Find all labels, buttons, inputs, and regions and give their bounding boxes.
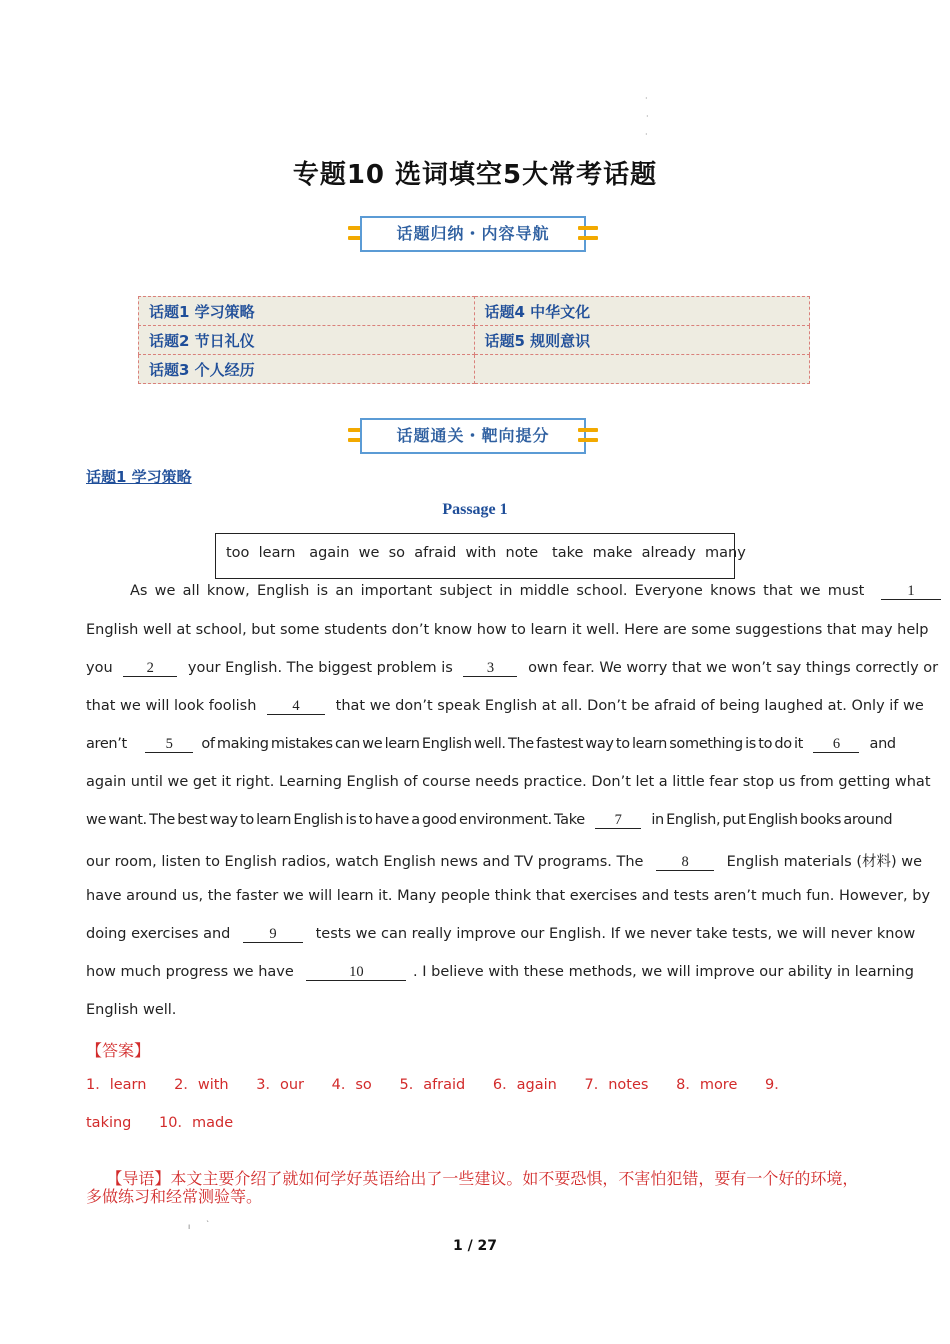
- blank-4: 4: [267, 698, 325, 715]
- passage-line: [86, 736, 896, 753]
- nav-banner: [340, 216, 610, 254]
- passage-text: have around us, the faster we will learn it. Many people think that exercises and tests aren’t much fun. However, by: [86, 888, 931, 904]
- passage-text: aren’t: [86, 736, 127, 752]
- topic-link-3[interactable]: 话题3 个人经历: [139, 355, 475, 384]
- passage-text: you: [86, 660, 113, 676]
- passage-text: how much progress we have: [86, 964, 294, 980]
- passage-text: that we will look foolish: [86, 698, 257, 714]
- passage-text: again until we get it right. Learning English of course needs practice. Don’t let a little fear stop us from getting what: [86, 774, 931, 790]
- table-row: [139, 297, 810, 326]
- passage-text: tests we can really improve our English. If we never take tests, we will never know: [315, 926, 916, 942]
- passage-line: [86, 926, 916, 943]
- passage-text: and: [869, 736, 896, 752]
- blank-3: 3: [463, 660, 517, 677]
- passage-line: [86, 964, 914, 981]
- passage-text: . I believe with these methods, we will improve our ability in learning: [413, 964, 914, 980]
- topic-heading-link[interactable]: 话题1 学习策略: [86, 468, 192, 486]
- passage-text: own fear. We worry that we won’t say things correctly or: [528, 660, 939, 676]
- equals-decoration-icon: [578, 428, 598, 444]
- blank-10: 10: [306, 964, 406, 981]
- blank-9: 9: [243, 926, 303, 943]
- page-title: 专题10 选词填空5大常考话题: [292, 160, 658, 190]
- passage-line: [86, 1002, 866, 1018]
- passage-line: [86, 660, 939, 677]
- scan-mark: ·: [646, 112, 649, 121]
- answers-row: 1．learn 2．with 3．our 4．so 5．afraid 6．again 7．notes 8．more 9．: [86, 1077, 789, 1093]
- passage-text: we want. The best way to learn English is to have a good environment. Take: [86, 812, 585, 828]
- topic-nav-table: [138, 296, 810, 384]
- blank-7: 7: [595, 812, 641, 829]
- passage-line: [86, 774, 931, 790]
- topics-banner: [340, 418, 610, 456]
- empty-cell: [474, 355, 810, 384]
- scan-mark: ·: [645, 130, 648, 139]
- passage-text: As we all know, English is an important subject in middle school. Everyone knows that we must: [130, 583, 865, 599]
- answer-label: 【答案】: [86, 1041, 151, 1060]
- blank-1: 1: [881, 583, 941, 600]
- guide-label: 【导语】: [106, 1169, 171, 1188]
- scan-mark: ·: [645, 94, 648, 103]
- table-row: [139, 355, 810, 384]
- blank-5: 5: [145, 736, 193, 753]
- answers-row: taking 10．made: [86, 1115, 234, 1131]
- topic-link-5[interactable]: 话题5 规则意识: [474, 326, 810, 355]
- nav-banner-label: 话题归纳・内容导航: [360, 216, 586, 252]
- topic-link-2[interactable]: 话题2 节日礼仪: [139, 326, 475, 355]
- passage-text: English well.: [86, 1002, 177, 1018]
- passage-text: in English, put English books around: [651, 812, 893, 828]
- passage-line: [86, 698, 924, 715]
- passage-text: of making mistakes can we learn English well. The fastest way to learn something is to do it: [201, 736, 804, 752]
- topics-banner-label: 话题通关・靶向提分: [360, 418, 586, 454]
- passage-line: [86, 850, 923, 871]
- passage-text: our room, listen to English radios, watch English news and TV programs. The: [86, 854, 644, 870]
- scan-mark: `: [206, 1220, 210, 1229]
- passage-text: English well at school, but some students don’t know how to learn it well. Here are some suggestions that may help: [86, 622, 929, 638]
- blank-8: 8: [656, 854, 714, 871]
- guide-text: 多做练习和经常测验等。: [86, 1187, 263, 1206]
- topic-link-4[interactable]: 话题4 中华文化: [474, 297, 810, 326]
- passage-text: that we don’t speak English at all. Don’t be afraid of being laughed at. Only if we: [335, 698, 924, 714]
- page-number: 1 / 27: [452, 1238, 498, 1254]
- passage-line: [86, 888, 931, 904]
- topic-link-1[interactable]: 话题1 学习策略: [139, 297, 475, 326]
- passage-title: Passage 1: [442, 501, 508, 518]
- passage-line: [86, 812, 893, 829]
- word-bank: too learn again we so afraid with note take make already many: [215, 533, 735, 579]
- blank-6: 6: [813, 736, 859, 753]
- passage-text: your English. The biggest problem is: [187, 660, 453, 676]
- passage-text: English materials (材料) we: [726, 854, 923, 870]
- passage-line: [86, 622, 929, 638]
- equals-decoration-icon: [578, 226, 598, 242]
- passage-text: doing exercises and: [86, 926, 231, 942]
- table-row: [139, 326, 810, 355]
- guide-text: 本文主要介绍了就如何学好英语给出了一些建议。如不要恐惧，不害怕犯错，要有一个好的环境，: [170, 1169, 859, 1188]
- blank-2: 2: [123, 660, 177, 677]
- scan-mark: ı: [188, 1222, 191, 1231]
- passage-line: [130, 583, 915, 600]
